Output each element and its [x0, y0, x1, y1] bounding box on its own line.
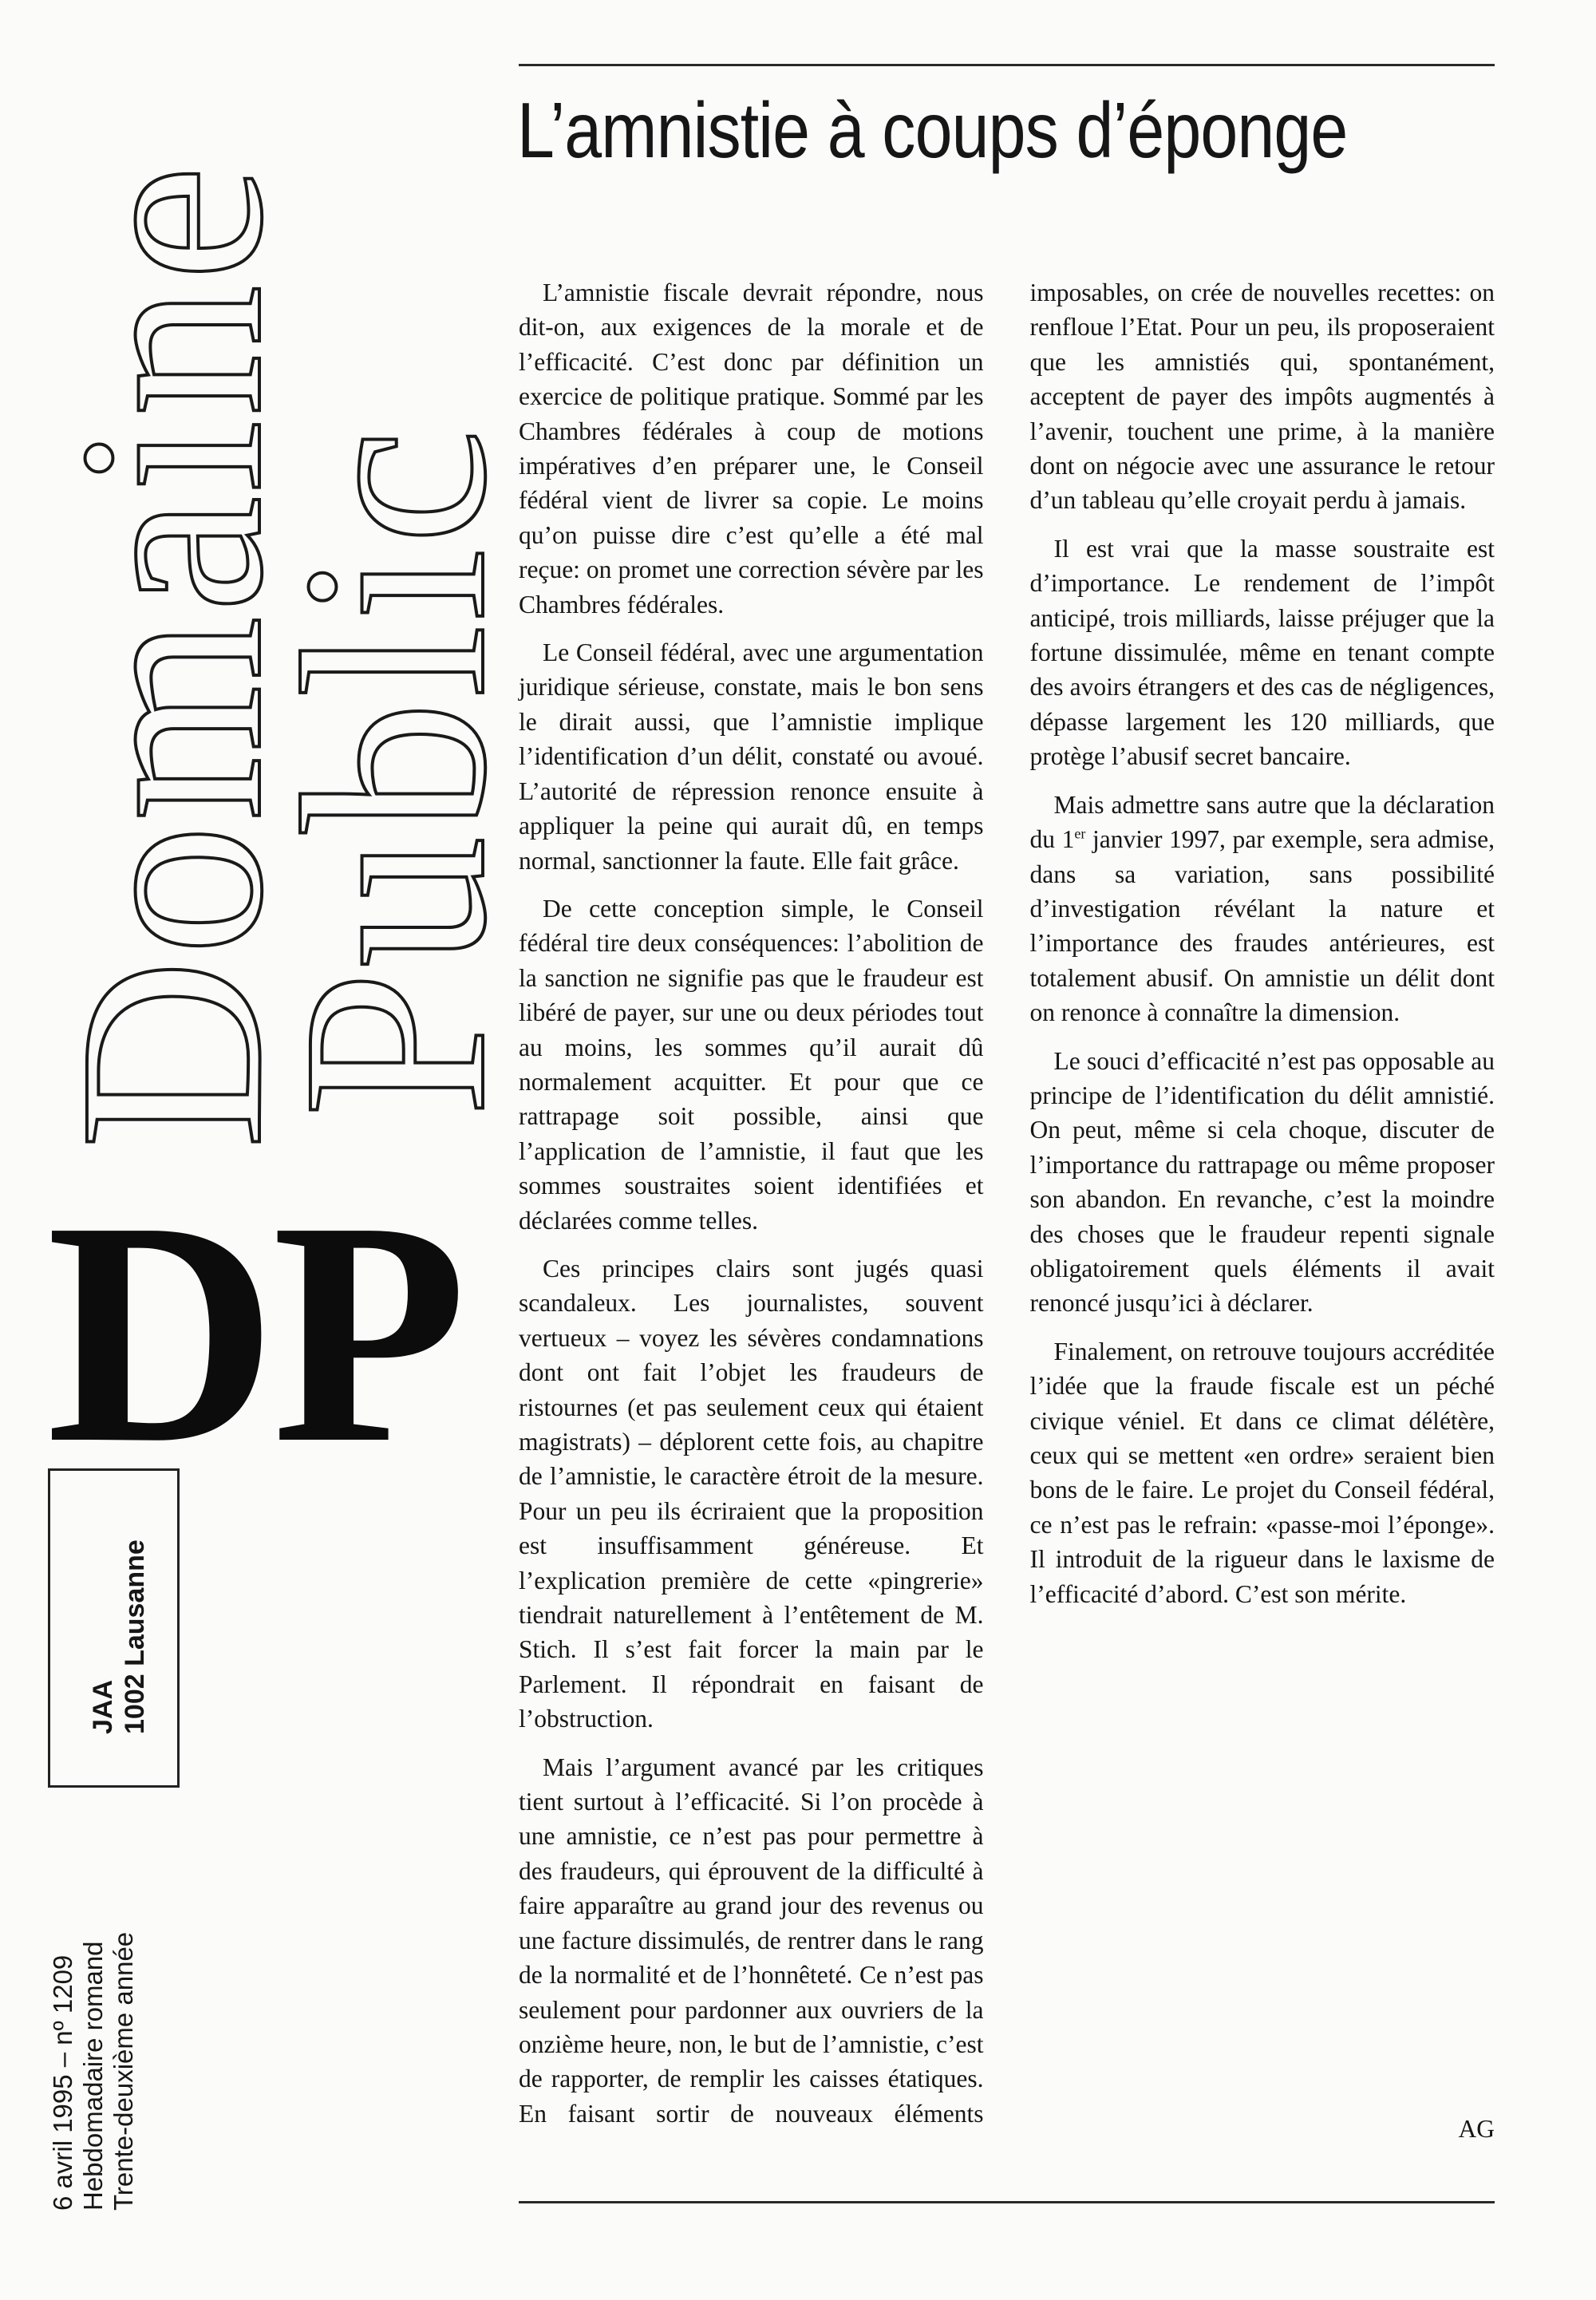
article-body [519, 275, 1495, 2159]
issue-frequency: Hebdomadaire romand [78, 1941, 108, 2211]
address-line-lausanne: 1002 Lausanne [120, 1539, 150, 1734]
paragraph-text: Mais admettre sans autre que la déclaration du 1 [1029, 790, 1495, 854]
issue-date-number: 6 avril 1995 – nº 1209 [48, 1954, 77, 2211]
article-title: L’amnistie à coups d’éponge [517, 86, 1348, 174]
masthead-public: Public [249, 425, 540, 1117]
paragraph: Le souci d’efficacité n’est pas opposable au principe de l’identification du délit amnistié. On peut, même si cela choque, discuter de l’importance du rattrapage ou même proposer son abandon. En revanche, c’est la moindre des choses que le fraudeur repenti signale obligatoirement quels éléments il avait renoncé jusqu’ici à déclarer. [1029, 1046, 1495, 1318]
ordinal-superscript: er [1074, 825, 1086, 842]
dp-logo: DP [46, 1156, 463, 1509]
paragraph: L’amnistie fiscale devrait répondre, nous dit-on, aux exigences de la morale et de l’efficacité. C’est donc par définition un exercice de politique pratique. Sommé par les Chambres fédérales à coup de motions impératives d’en préparer une, le Conseil fédéral vient de livrer sa copie. Le moins qu’on puisse dire c’est qu’elle a été mal reçue: on promet une correction sévère par les Chambres fédérales. [519, 279, 984, 618]
paragraph [1030, 788, 1495, 1030]
paragraph: Ces principes clairs sont jugés quasi scandaleux. Les journalistes, souvent vertueux – voyez les sévères condamnations dont ont fait l’objet les fraudeurs de ristournes (et pas seulement ceux qui étaient magistrats) – déplorent cette fois, au chapitre de l’amnistie, le caractère étroit de la mesure. Pour un peu ils écriraient que la proposition est insuffisamment généreuse. Et l’explication première de cette «pingrerie» tiendrait naturellement à l’entêtement de M. Stich. Il s’est fait forcer la main par le Parlement. Il répondrait en faisant de l’obstruction. [519, 1254, 984, 1733]
address-box [48, 1468, 180, 1788]
issue-info [48, 1932, 139, 2211]
paragraph: De cette conception simple, le Conseil fédéral tire deux conséquences: l’abolition de la sanction ne signifie pas que le fraudeur est libéré de payer, sur une ou deux périodes tout au moins, les sommes qu’il aurait dû normalement acquitter. Et pour que ce rattrapage soit possible, ainsi que l’application de l’amnistie, il faut que les sommes soustraites soient identifiées et déclarées comme telles. [519, 894, 984, 1235]
bottom-rule [519, 2201, 1495, 2203]
address-text [87, 1539, 151, 1734]
masthead-domaine: Domaine [26, 161, 317, 1149]
address-line-jaa: JAA [88, 1679, 118, 1734]
top-rule [519, 64, 1495, 66]
paragraph-text: janvier 1997, par exemple, sera admise, dans sa variation, sans possibilité d’investigation révélant la nature et l’importance des fraudes antérieures, est totalement abusif. On amnistie un délit dont on renonce à connaître la dimension. [1029, 825, 1495, 1027]
author-initials: AG [1458, 2115, 1495, 2143]
issue-year: Trente-deuxième année [109, 1931, 138, 2211]
paragraph: Finalement, on retrouve toujours accréditée l’idée que la fraude fiscale est un péché civique véniel. Et dans ce climat délétère, ceux qui se mettent «en ordre» seraient bien bons de le faire. Le projet du Conseil fédéral, ce n’est pas le refrain: «passe-moi l’éponge». Il introduit de la rigueur dans le laxisme de l’efficacité d’abord. C’est son mérite. [1029, 1337, 1495, 1608]
paragraph: Le Conseil fédéral, avec une argumentation juridique sérieuse, constate, mais le bon sens le dirait aussi, que l’amnistie implique l’identification d’un délit, constaté ou avoué. L’autorité de répression renonce ensuite à appliquer la peine qui aurait dû, en temps normal, sanctionner la faute. Elle fait grâce. [519, 638, 984, 875]
paragraph: Mais l’argument avancé par les critiques tient surtout à l’efficacité. Si l’on procède à une amnistie, ce n’est pas pour permettre à des fraudeurs, qui éprouvent de la difficulté à faire apparaître au grand jour des revenus ou une facture dissimulés, de rentrer dans le rang de la normalité et de l’honnêteté. Ce n’est pas seulement pour pardonner aux ouvriers de la onzième heure, non, le but de l’amnistie, c’est de rapporter, de remplir les caisses étatiques. En faisant sortir de nouveaux éléments imposables, on crée de nouvelles recettes: on renfloue l’Etat. Pour un peu, ils proposeraient que les amnistiés qui, spontanément, acceptent de payer des impôts augmentés à l’avenir, touchent une prime, à la manière dont on négocie avec une assurance le retour d’un tableau qu’elle croyait perdu à jamais. [519, 279, 1495, 2128]
paragraph: Il est vrai que la masse soustraite est d’importance. Le rendement de l’impôt anticipé, trois milliards, laisse préjuger que la fortune dissimulée, même en tenant compte des avoirs étrangers et des cas de négligences, dépasse largement les 120 milliards, que protège l’abusif secret bancaire. [1029, 534, 1495, 771]
